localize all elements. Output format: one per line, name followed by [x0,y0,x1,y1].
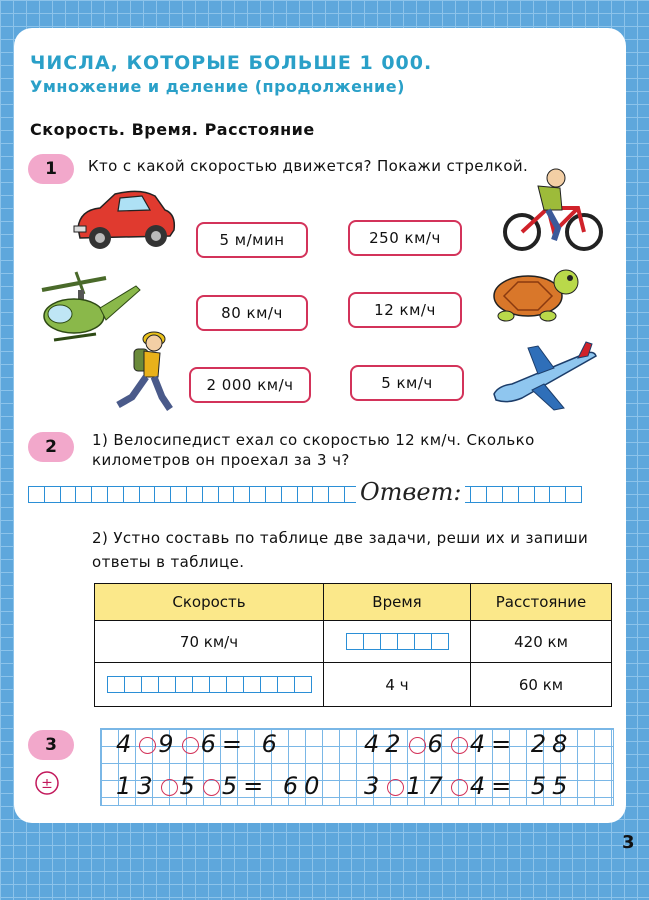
task-number-3: 3 [28,730,74,760]
table-cell: 4 ч [324,663,471,707]
speed-card-3[interactable]: 80 км/ч [196,295,308,331]
operator-slot[interactable] [203,779,220,796]
operator-slot[interactable] [161,779,178,796]
speed-card-6[interactable]: 5 км/ч [350,365,464,401]
table-cell: 60 км [471,663,612,707]
table-cell-input[interactable] [95,663,324,707]
page-subtitle: Умножение и деление (продолжение) [30,77,405,96]
hiker-icon[interactable] [108,325,180,415]
plus-minus-icon [34,770,60,796]
cyclist-icon[interactable] [498,168,608,252]
operator-slot[interactable] [139,737,156,754]
task1-text: Кто с какой скоростью движется? Покажи стрелкой. [88,157,529,175]
operator-slot[interactable] [182,737,199,754]
expression-3: 13 5 5= 60 [116,772,326,800]
table-cell-input[interactable] [324,621,471,663]
col-header-time: Время [324,584,471,621]
task2-part2: 2) Устно составь по таблице две задачи, реши их и запиши ответы в таблице. [92,529,589,571]
section-title: Скорость. Время. Расстояние [30,120,315,139]
speed-card-5[interactable]: 2 000 км/ч [189,367,311,403]
speed-card-4[interactable]: 12 км/ч [348,292,462,328]
table-cell: 70 км/ч [95,621,324,663]
page-title: ЧИСЛА, КОТОРЫЕ БОЛЬШЕ 1 000. [30,52,433,74]
operator-slot[interactable] [451,737,468,754]
expression-1: 4 9 6= 6 [116,730,283,758]
speed-time-distance-table [94,583,612,707]
airplane-icon[interactable] [488,338,600,414]
turtle-icon[interactable] [482,262,586,326]
page-number: 3 [622,832,635,853]
operator-slot[interactable] [387,779,404,796]
table-cell: 420 км [471,621,612,663]
car-icon[interactable] [70,188,180,258]
answer-cells-row[interactable] [28,486,582,503]
task2-part1: 1) Велосипедист ехал со скоростью 12 км/ч. Сколько километров он проехал за 3 ч? [92,431,535,469]
operator-slot[interactable] [409,737,426,754]
svg-text:±: ± [41,776,53,792]
speed-card-1[interactable]: 5 м/мин [196,222,308,258]
col-header-speed: Скорость [95,584,324,621]
task-number-1: 1 [28,154,74,184]
answer-label: Ответ: [356,478,465,506]
task-number-2: 2 [28,432,74,462]
col-header-distance: Расстояние [471,584,612,621]
expression-4: 3 17 4= 55 [364,772,574,800]
speed-card-2[interactable]: 250 км/ч [348,220,462,256]
operator-slot[interactable] [451,779,468,796]
expression-2: 42 6 4= 28 [364,730,574,758]
